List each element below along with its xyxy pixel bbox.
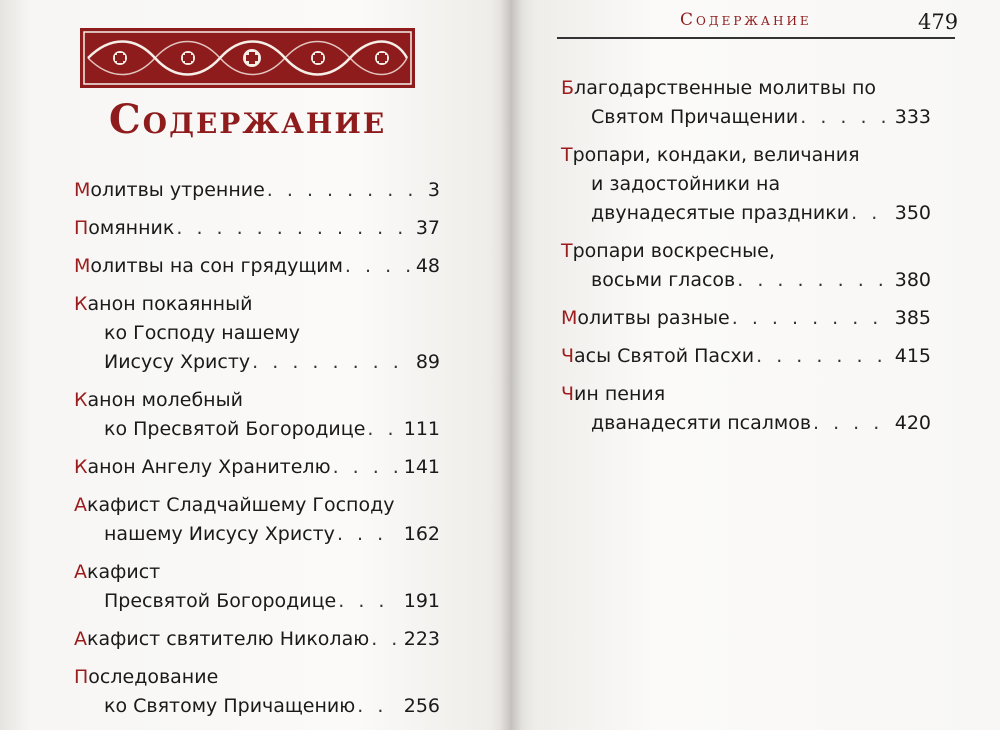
toc-entry-title	[74, 494, 394, 516]
page-title: Содержание	[108, 96, 387, 143]
toc-page-number: 141	[403, 456, 440, 478]
toc-entry-title	[74, 561, 160, 583]
toc-line	[74, 453, 440, 482]
dot-leader	[267, 176, 422, 205]
dot-leader	[337, 520, 398, 549]
toc-entry-text: ропари, кондаки, величания	[572, 144, 860, 166]
toc-entry	[561, 380, 931, 438]
toc-line	[74, 252, 440, 281]
toc-line	[74, 558, 440, 587]
toc-entry-title	[591, 266, 735, 295]
running-head: Содержание	[680, 10, 812, 30]
toc-entry-title	[561, 304, 730, 333]
initial-capital: Т	[561, 144, 573, 166]
initial-capital: Б	[561, 77, 575, 99]
toc-page-number: 48	[415, 255, 440, 277]
initial-capital: А	[74, 494, 87, 516]
toc-entry-text: анон покаянный	[87, 293, 253, 315]
toc-entry-title	[104, 692, 355, 721]
book-gutter	[500, 0, 522, 730]
toc-entry-title	[74, 625, 369, 654]
toc-entry	[561, 237, 931, 295]
toc-entry-text: ко Святому Причащению	[104, 695, 356, 717]
toc-line	[74, 214, 440, 243]
toc-line	[561, 103, 931, 132]
initial-capital: Ч	[561, 345, 575, 367]
toc-page-number: 350	[894, 202, 931, 224]
page-number: 479	[918, 10, 959, 34]
toc-entry-text: кафист	[87, 561, 161, 583]
toc-entry-text: Пресвятой Богородице	[104, 590, 337, 612]
toc-entry	[561, 74, 931, 132]
toc-entry	[74, 625, 440, 654]
toc-line	[561, 342, 931, 371]
toc-line	[74, 692, 440, 721]
toc-entry-text: кафист Сладчайшему Господу	[87, 494, 395, 516]
toc-entry-title	[104, 587, 336, 616]
toc-line	[74, 386, 440, 415]
toc-entry	[74, 663, 440, 721]
dot-leader	[737, 266, 889, 295]
initial-capital: П	[74, 666, 89, 688]
toc-page-number: 191	[403, 590, 440, 612]
toc-entry-title	[104, 415, 365, 444]
toc-entry-title	[74, 252, 343, 281]
dot-leader	[367, 415, 397, 444]
dot-leader	[732, 304, 889, 333]
toc-line	[561, 74, 931, 103]
toc-entry	[74, 386, 440, 444]
toc-line	[561, 380, 931, 409]
dot-leader	[338, 587, 397, 616]
dot-leader	[756, 342, 889, 371]
toc-entry-text: Святом Причащении	[591, 106, 799, 128]
toc-entry	[561, 141, 931, 228]
dot-leader	[800, 103, 889, 132]
toc-entry-title	[74, 453, 331, 482]
toc-entry	[561, 342, 931, 371]
dot-leader	[813, 409, 889, 438]
toc-page-number: 111	[403, 418, 440, 440]
toc-entry-text: анон Ангелу Хранителю	[87, 456, 331, 478]
toc-line	[74, 319, 440, 348]
decorative-ornament-band	[80, 28, 415, 88]
toc-entry-title	[74, 176, 265, 205]
toc-line	[74, 176, 440, 205]
toc-entry-title	[104, 520, 335, 549]
toc-entry-text: анон молебный	[87, 389, 243, 411]
toc-entry-title	[74, 389, 243, 411]
toc-entry	[74, 214, 440, 243]
initial-capital: М	[74, 179, 91, 201]
toc-entry-title	[591, 173, 780, 195]
initial-capital: А	[74, 628, 87, 650]
toc-entry-text: оследование	[88, 666, 219, 688]
toc-entry-text: олитвы утренние	[90, 179, 265, 201]
toc-entry-text: дванадесяти псалмов	[591, 412, 812, 434]
initial-capital: К	[74, 389, 88, 411]
toc-line	[561, 199, 931, 228]
header-rule	[557, 37, 955, 39]
initial-capital: Т	[561, 240, 573, 262]
initial-capital: М	[561, 307, 578, 329]
toc-page-number: 89	[415, 351, 440, 373]
dot-leader	[333, 453, 398, 482]
toc-line	[561, 170, 931, 199]
toc-entry-text: ко Пресвятой Богородице	[104, 418, 366, 440]
toc-entry-text: ко Господу нашему	[104, 322, 300, 344]
toc-page-number: 415	[894, 345, 931, 367]
dot-leader	[371, 625, 398, 654]
toc-entry-title	[561, 240, 775, 262]
toc-line	[561, 409, 931, 438]
toc-entry-title	[74, 666, 218, 688]
initial-capital: П	[74, 217, 89, 239]
toc-line	[561, 141, 931, 170]
toc-line	[74, 415, 440, 444]
toc-entry	[74, 290, 440, 377]
toc-entry-text: нашему Иисусу Христу	[104, 523, 335, 545]
toc-entry	[74, 453, 440, 482]
toc-entry-title	[74, 293, 252, 315]
toc-entry-title	[591, 199, 849, 228]
toc-entry-title	[591, 409, 811, 438]
toc-line	[74, 625, 440, 654]
toc-entry-title	[104, 348, 250, 377]
initial-capital: М	[74, 255, 91, 277]
toc-entry-title	[561, 77, 876, 99]
toc-line	[74, 491, 440, 520]
toc-page-number: 37	[415, 217, 440, 239]
toc-entry	[74, 252, 440, 281]
toc-entry-title	[561, 383, 665, 405]
dot-leader	[357, 692, 397, 721]
toc-page-number: 256	[403, 695, 440, 717]
toc-entry-text: асы Святой Пасхи	[574, 345, 755, 367]
toc-entry-title	[591, 103, 798, 132]
toc-entry	[74, 558, 440, 616]
toc-entry	[561, 304, 931, 333]
toc-entry-title	[561, 342, 754, 371]
toc-page-number: 223	[403, 628, 440, 650]
toc-entry-text: восьми гласов	[591, 269, 736, 291]
toc-page-number: 162	[403, 523, 440, 545]
initial-capital: К	[74, 456, 88, 478]
toc-page-number: 420	[894, 412, 931, 434]
toc-entry-text: Иисусу Христу	[104, 351, 251, 373]
toc-entry-text: олитвы на сон грядущим	[90, 255, 343, 277]
toc-line	[561, 266, 931, 295]
toc-entry-title	[561, 144, 860, 166]
toc-line	[561, 304, 931, 333]
initial-capital: К	[74, 293, 88, 315]
toc-page-number: 3	[427, 179, 440, 201]
toc-line	[74, 587, 440, 616]
toc-page-number: 385	[894, 307, 931, 329]
toc-entry-text: кафист святителю Николаю	[87, 628, 370, 650]
initial-capital: Ч	[561, 383, 575, 405]
toc-entry	[74, 491, 440, 549]
toc-entry-text: ин пения	[574, 383, 666, 405]
toc-entry-text: лагодарственные молитвы по	[574, 77, 877, 99]
toc-entry-text: двунадесятые праздники	[591, 202, 850, 224]
toc-line	[74, 348, 440, 377]
dot-leader	[176, 214, 409, 243]
toc-line	[74, 520, 440, 549]
toc-page-number: 380	[894, 269, 931, 291]
toc-entry-text: и задостойники на	[591, 173, 781, 195]
dot-leader	[345, 252, 410, 281]
toc-list-left	[74, 176, 440, 730]
toc-entry-title	[74, 214, 174, 243]
toc-list-right	[561, 74, 931, 447]
dot-leader	[851, 199, 889, 228]
initial-capital: А	[74, 561, 87, 583]
toc-entry-title	[104, 322, 300, 344]
toc-entry-text: олитвы разные	[577, 307, 730, 329]
toc-page-number: 333	[894, 106, 931, 128]
toc-line	[74, 290, 440, 319]
dot-leader	[252, 348, 410, 377]
toc-line	[561, 237, 931, 266]
toc-entry	[74, 176, 440, 205]
toc-entry-text: омянник	[88, 217, 175, 239]
toc-entry-text: ропари воскресные,	[572, 240, 775, 262]
toc-line	[74, 663, 440, 692]
